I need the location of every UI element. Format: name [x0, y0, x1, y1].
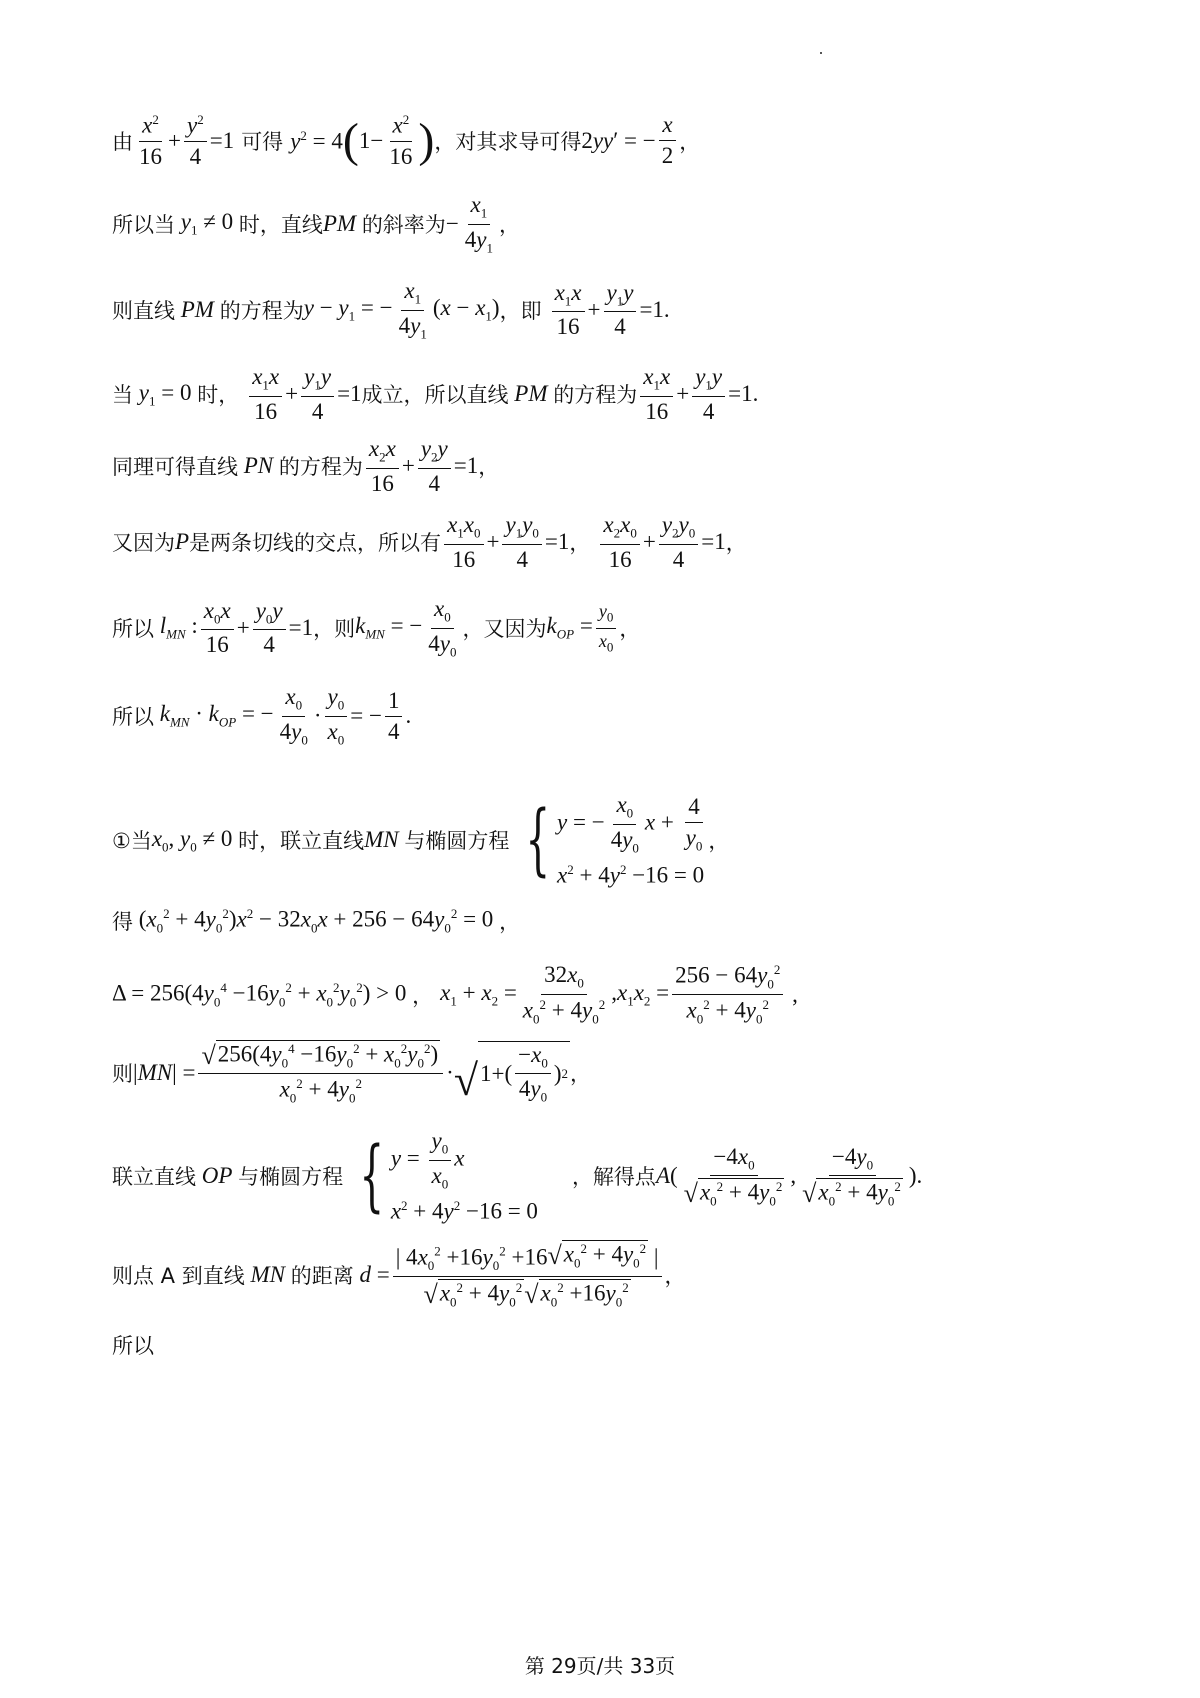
equation-system-1: { y = − $\frac{x_0}{4y_0}$ x + $\frac{4}{y_0}$ $x^2 + 4y^2 -16 = 0$	[525, 792, 705, 888]
derivation-line-15: 所以	[112, 1334, 154, 1358]
derivation-line-1: 由 $\frac{x^2}{16}$ + $\frac{y^2}{4}$ =1 可得 $y^2 = 4$ ( 1− $\frac{x^2}{16}$ ) ，对其求导可得 2yy′ = − $\frac{x}{2}$ ，	[112, 112, 701, 169]
derivation-line-13: 联立直线 OP 与椭圆方程 { y = $\frac{y_0}{x_0}$ x $x^2 + 4y^2 -16 = 0$ ，解得点 A( $-4x_0$ √ $x_0^2 + 4y_0^2$ , $-4y_0$ √ $x_0^2 + 4y_0^2$ ).	[112, 1128, 923, 1224]
derivation-line-5: 同理可得直线 PN 的方程为 $\frac{x_2x}{16}$ + $\frac{y_2y}{4}$ =1 ，	[112, 436, 500, 496]
scan-speck	[820, 52, 822, 54]
derivation-line-3: 则直线 PM 的方程为 $y - y_1$ = − $\frac{x_1}{4y_1}$ $(x - x_1)$ ，即 $\frac{x_1x}{16}$ + $\frac{y_1y}{4}$ =1.	[112, 278, 670, 342]
derivation-line-4: 当 $y_1 = 0$ 时， $\frac{x_1x}{16}$ + $\frac{y_1y}{4}$ =1 成立，所以直线 PM 的方程为 $\frac{x_1x}{16}$ + $\frac{y_1y}{4}$ =1.	[112, 364, 759, 424]
derivation-line-12: 则 |MN| = √ $256(4y_0^4 -16y_0^2 + x_0^2y_0^2)$ $x_0^2 + 4y_0^2$ · √ 1+( $\frac{-x_0}{4y_0}$ ) 2 ，	[112, 1041, 591, 1106]
derivation-line-9: ①当 $x_0$, $y_0 \ne 0$ 时，联立直线 MN 与椭圆方程 { y = − $\frac{x_0}{4y_0}$ x + $\frac{4}{y_0}$ $x^2 + 4y^2 -16 = 0$ ，	[112, 792, 730, 888]
derivation-line-14: 则点 A 到直线 MN 的距离 d = | $4x_0^2 +16y_0^2 +16$ √ $x_0^2 + 4y_0^2$ | √ $x_0^2 + 4y_0^2$ √ $x_0^2 +16y_0^2$ ，	[112, 1241, 686, 1310]
page-footer: 第 29页/共 33页	[524, 1654, 676, 1678]
derivation-line-2: 所以当 $y_1 \ne 0$ 时，直线 PM 的斜率为 − $\frac{x_1}{4y_1}$ ，	[112, 192, 521, 256]
derivation-line-6: 又因为 P 是两条切线的交点，所以有 $\frac{x_1x_0}{16}$ + $\frac{y_1y_0}{4}$ =1 ， $\frac{x_2x_0}{16}$ + $\frac{y_2y_0}{4}$ =1 ，	[112, 512, 747, 572]
equation-system-2: { y = $\frac{y_0}{x_0}$ x $x^2 + 4y^2 -16 = 0$	[359, 1128, 538, 1224]
derivation-line-11: $\Delta = 256(4y_0^4 -16y_0^2 + x_0^2y_0^2) > 0$ ， $x_1 + x_2$ = $\frac{32x_0}{x_0^2 + 4y_0^2}$ $,x_1x_2$ = $\frac{256 - 64y_0^2}{x_0^2 + 4y_0^2}$ ,	[112, 962, 798, 1027]
derivation-line-7: 所以 $l_{MN}$ : $\frac{x_0x}{16}$ + $\frac{y_0y}{4}$ =1 ，则 $k_{MN}$ = − $\frac{x_0}{4y_0}$ ，又因为 $k_{OP}$ = $\frac{y_0}{x_0}$ ，	[112, 596, 641, 660]
derivation-line-8: 所以 $k_{MN} \cdot k_{OP}$ = − $\frac{x_0}{4y_0}$ · $\frac{y_0}{x_0}$ = − $\frac{1}{4}$ .	[112, 684, 412, 748]
derivation-line-10: 得 $(x_0^2 + 4y_0^2)x^2 - 32x_0x + 256 - 64y_0^2 = 0$ ，	[112, 906, 521, 936]
